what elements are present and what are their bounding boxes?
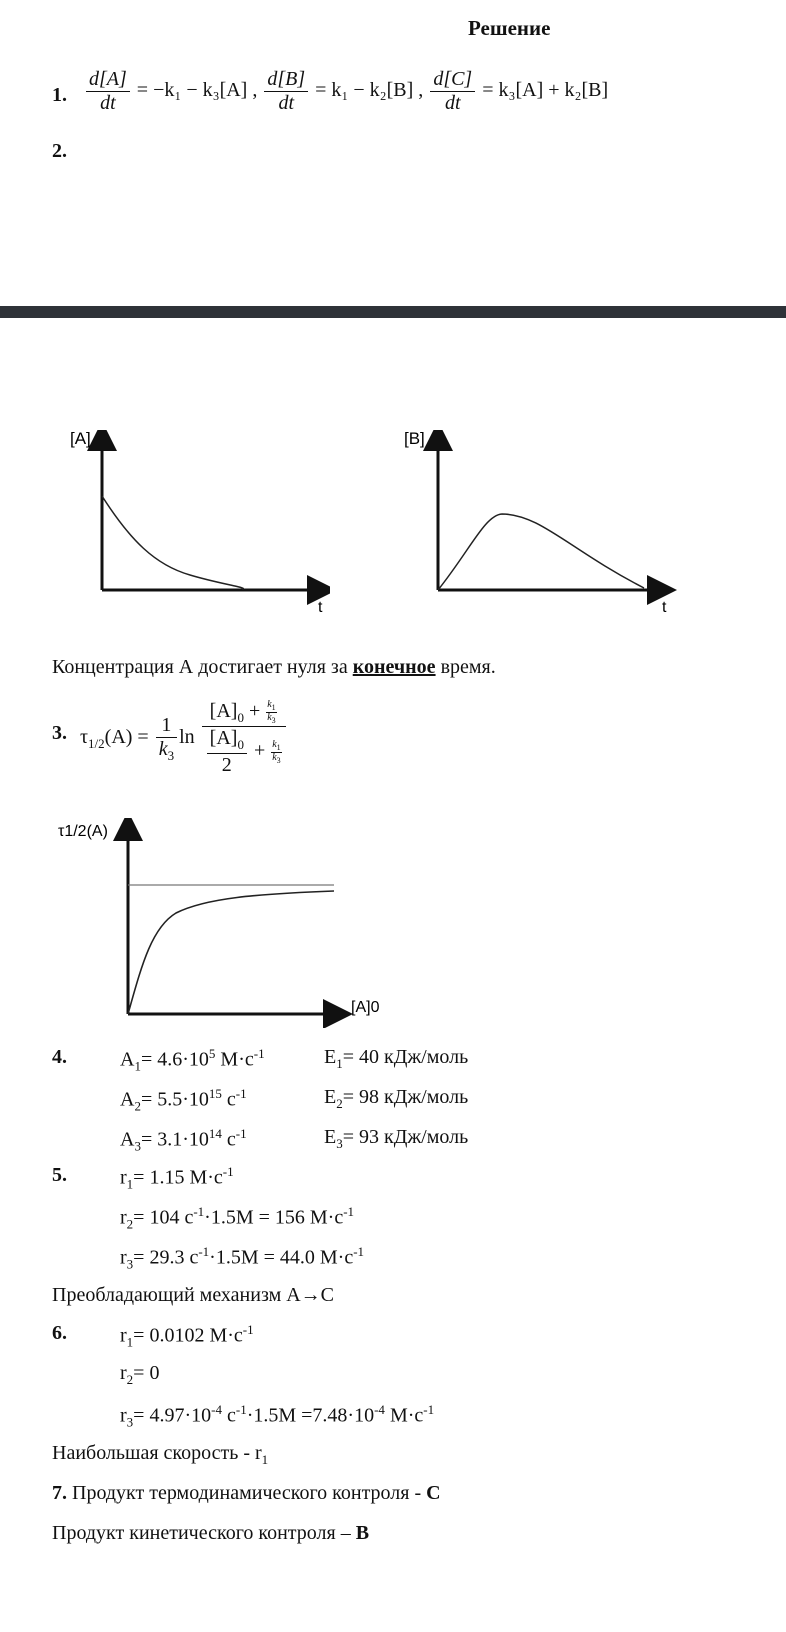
arrhenius-row-3: $A_3= 3.1\cdot 10^{14}$ $с^{-1}$ xyxy=(120,1126,247,1154)
kinetic-control: Продукт кинетического контроля – B xyxy=(52,1522,370,1544)
statement-finite-time: Концентрация А достигает нуля за конечное время. xyxy=(52,656,496,678)
frac-1-over-k3: $\frac{1}{k_3}$ xyxy=(156,714,177,764)
rate-6-r2: $r_2= 0$ xyxy=(120,1362,160,1387)
arrhenius-row-2: $A_2= 5.5\cdot 10^{15}$ $с^{-1}$ xyxy=(120,1086,247,1114)
graph-B-xlabel: t xyxy=(662,599,667,616)
page-divider xyxy=(0,306,786,318)
graph-tau-xlabel: [A]0 xyxy=(351,999,380,1016)
item-number-7: 7. xyxy=(52,1482,67,1504)
graph-tau-curve xyxy=(128,891,334,1014)
rhs-B: = k₁ − k₂[B] , xyxy=(315,79,424,102)
frac-ln-argument: $[A]_0$ + $\frac{k_1}{k_3}$ $\frac{[A]_0}{2}$ + $\frac{k_1}{k_3}$ xyxy=(202,700,286,777)
emph-konechnoe: конечное xyxy=(352,656,436,678)
frac-dC-dt: $\frac{d[C]}{dt}$ xyxy=(430,68,475,115)
graph-A-concentration xyxy=(60,430,330,620)
graph-A-ylabel: [A] xyxy=(70,430,91,448)
graph-B-curve xyxy=(438,514,644,590)
item-number-1: 1. xyxy=(52,84,67,106)
item-number-2: 2. xyxy=(52,140,67,162)
rate-5-r1: $r_1= 1.15$ $М\cdot с^{-1}$ xyxy=(120,1164,234,1192)
activation-energy-3: $E_3= 93$ кДж/моль xyxy=(324,1126,469,1151)
rate-6-r1: $r_1= 0.0102$ $М\cdot с^{-1}$ xyxy=(120,1322,254,1350)
frac-dB-dt: $\frac{d[B]}{dt}$ xyxy=(264,68,308,115)
graph-tau-ylabel: τ1/2(A) xyxy=(58,823,108,840)
rate-6-r3: $r_3= 4.97\cdot 10^{-4}$ $с^{-1}\cdot 1.5М =7.48\cdot 10^{-4}$ $М\cdot с^{-1}$ xyxy=(120,1402,435,1430)
rate-equations xyxy=(84,68,608,115)
graph-half-life xyxy=(56,818,396,1028)
frac-dA-dt: $\frac{d[A]}{dt}$ xyxy=(86,68,130,115)
rhs-A: = −k₁ − k₃[A] , xyxy=(136,79,258,102)
item-number-5: 5. xyxy=(52,1164,67,1186)
rhs-C: = k₃[A] + k₂[B] xyxy=(482,79,609,102)
rate-5-r3: $r_3= 29.3$ $с^{-1}\cdot 1.5М = 44.0$ $М\cdot с^{-1}$ xyxy=(120,1244,365,1272)
graph-B-ylabel: [B] xyxy=(404,430,425,448)
tau-symbol: τ xyxy=(80,726,89,749)
rate-5-r2: $r_2= 104$ $с^{-1}\cdot 1.5М = 156$ $М\cdot с^{-1}$ xyxy=(120,1204,355,1232)
thermodynamic-control: 7. Продукт термодинамического контроля - C xyxy=(52,1482,441,1504)
page-title: Решение xyxy=(468,16,551,40)
highest-rate: Наибольшая скорость - $r_1$ xyxy=(52,1442,269,1467)
activation-energy-1: $E_1= 40$ кДж/моль xyxy=(324,1046,469,1071)
item-number-3: 3. xyxy=(52,722,67,744)
graph-A-xlabel: t xyxy=(318,599,323,616)
half-life-equation: $\tau_{1/2}(A)$ = $\frac{1}{k_3}$ ln $[A]_0$ + $\frac{k_1}{k_3}$ $\frac{[A]_0}{2}$ + $\frac{k_1}{k_3}$ xyxy=(80,700,288,777)
item-number-4: 4. xyxy=(52,1046,67,1068)
graph-A-curve xyxy=(102,496,243,589)
arrhenius-row-1: $A_1= 4.6\cdot 10^5$ $М\cdot с^{-1}$ xyxy=(120,1046,265,1074)
dominant-mechanism: Преобладающий механизм A→C xyxy=(52,1284,335,1306)
item-number-6: 6. xyxy=(52,1322,67,1344)
graph-B-concentration xyxy=(400,430,680,620)
activation-energy-2: $E_2= 98$ кДж/моль xyxy=(324,1086,469,1111)
